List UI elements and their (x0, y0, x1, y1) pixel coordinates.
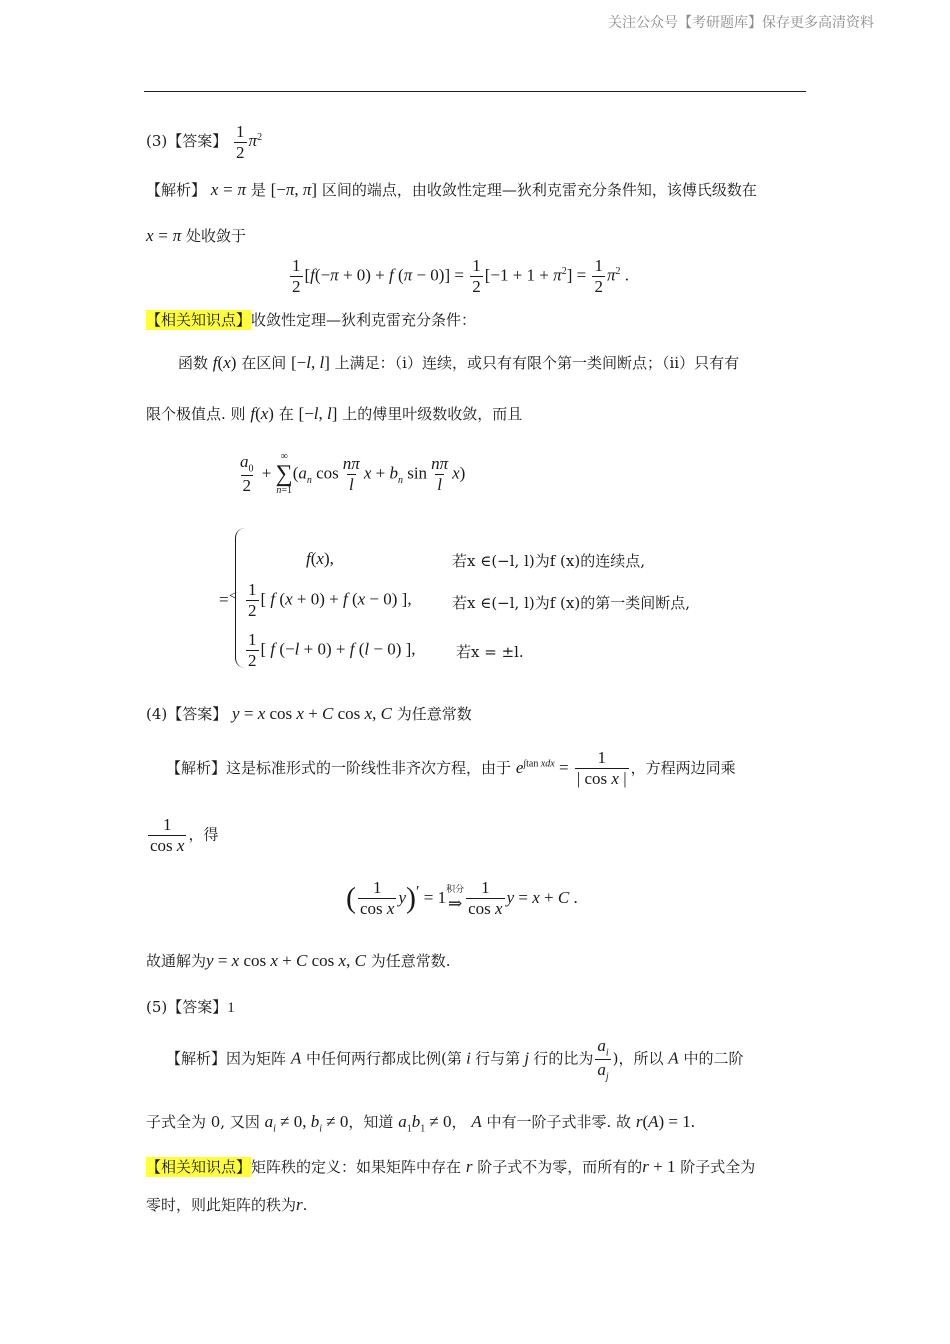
q3-text: 在区间 (241, 354, 287, 372)
q5-answer-tag: 【答案】 (167, 998, 228, 1016)
q3-analysis-line1: 【解析】 x = π 是 [−π, π] 区间的端点，由收敛性定理—狄利克雷充分条件知，该傅氏级数在 (146, 180, 757, 199)
q4-derivation: ( $\frac{1}{\text{cos x}}$ y)′ = 1 积分 ⇒ $\frac{1}{\text{cos x}}$ y = x + C . (346, 878, 578, 918)
q5-knowledge-tag: 【相关知识点】 (146, 1158, 252, 1176)
q5-text: 中任何两行都成比例(第 (305, 1049, 462, 1068)
q3-number: (3) (146, 132, 168, 151)
q5-text: 零时，则此矩阵的秩为 (146, 1196, 297, 1214)
case-2-cond: 若x ∈(−l, l)为f (x)的第一类间断点, (452, 594, 690, 612)
q4-text: 这是标准形式的一阶线性非齐次方程，由于 (226, 759, 512, 778)
q3-knowledge-title: 收敛性定理—狄利克雷充分条件： (251, 311, 477, 329)
q3-condition-line1: 函数 f(x) 在区间 [−l, l] 上满足：（i）连续，或只有有限个第一类间断点；（ii）只有有 (178, 353, 740, 372)
q3-answer-formula: $\frac{1}{2}$ (236, 122, 245, 162)
q3-analysis-line2: x = π 处收敛于 (146, 226, 247, 245)
q3-text: 限个极值点. 则 (146, 405, 246, 423)
q4-text: ，得 (188, 825, 219, 844)
q5-knowledge-line1: 【相关知识点】矩阵秩的定义：如果矩阵中存在 r 阶子式不为零，而所有的r + 1 阶子式全为 (146, 1157, 756, 1176)
q5-text: 中的二阶 (683, 1049, 744, 1068)
q4-text: 为任意常数. (370, 952, 451, 970)
q5-answer-value: 1 (227, 1000, 235, 1016)
equals-sign: = (219, 590, 229, 609)
integral-label: 积分 (446, 884, 465, 895)
q4-answer-tag: 【答案】 (167, 705, 228, 723)
q5-text: 阶子式全为 (680, 1158, 756, 1176)
q5-text: 因为矩阵 (226, 1049, 287, 1068)
q5-text: . (302, 1196, 308, 1214)
q3-condition-line2: 限个极值点. 则 f(x) 在 [−l, l] 上的傅里叶级数收敛，而且 (146, 404, 523, 423)
q3-answer-line: (3)【答案】 $\frac{1}{2}$ $\pi^2$ (146, 122, 263, 162)
q5-text: ， (451, 1113, 467, 1131)
q5-text: 行与第 (475, 1049, 521, 1068)
q5-analysis-line1: 【解析】因为矩阵 A 中任何两行都成比例(第 i 行与第 j 行的比为 $\frac{a_i}{a_j}$ )，所以 A 中的二阶 (166, 1036, 744, 1083)
q3-knowledge-line (146, 309, 476, 330)
q3-formula: $\frac{1}{2}$ [f(−π + 0) + f (π − 0)] = $\frac{1}{2}$ $[-1 + 1 + \pi^2]$ = $\frac{1}{2}$ $\pi^2$ . (292, 256, 629, 296)
q5-text: 中有一阶子式非零. 故 (486, 1113, 632, 1131)
q5-knowledge-line2: 零时，则此矩阵的秩为r. (146, 1195, 308, 1214)
q3-knowledge-tag: 【相关知识点】 (146, 311, 252, 329)
q5-answer-line (146, 996, 235, 1017)
q3-analysis-tag: 【解析】 (146, 181, 207, 199)
q5-text: 行的比为 (533, 1049, 594, 1068)
q5-text: ，知道 (348, 1113, 394, 1131)
q5-analysis-tag: 【解析】 (166, 1049, 227, 1068)
q5-analysis-line2: 子式全为 0, 又因 $a_i \ne 0$, $b_i \ne 0$，知道 $a_1b_1 \ne 0$， A 中有一阶子式非零. 故 r(A) = 1. (146, 1112, 696, 1135)
case-2-expr: $\frac{1}{2}$ [ f (x + 0) + f (x − 0) ], (248, 580, 412, 620)
q4-analysis-line2: $\frac{1}{\text{cos x}}$ ，得 (150, 815, 219, 855)
q5-text: 矩阵秩的定义：如果矩阵中存在 (251, 1158, 462, 1176)
header-rule (144, 91, 806, 92)
case-3-expr: $\frac{1}{2}$ [ f (−l + 0) + f (l − 0) ], (248, 630, 416, 670)
q4-analysis-tag: 【解析】 (166, 759, 227, 778)
q3-text: 是 (250, 181, 266, 199)
q5-text: 阶子式不为零，而所有的 (477, 1158, 643, 1176)
fourier-series-formula: $\frac{a_0}{2}$ + ∞ ∑ n=1 ($a_n$ cos $\frac{n\pi}{l}$ $x + b_n$ sin $\frac{n\pi}{l}$ x) (240, 451, 466, 496)
q3-text: 上满足：（i）连续，或只有有限个第一类间断点；（ii）只有有 (334, 354, 740, 372)
q4-text: ，方程两边同乘 (630, 759, 736, 778)
watermark: 关注公众号【考研题库】保存更多高清资料 (608, 15, 874, 31)
q3-text: 区间的端点，由收敛性定理—狄利克雷充分条件知，该傅氏级数在 (321, 181, 757, 199)
q4-conclusion: 故通解为y = x cos x + C cos x, C 为任意常数. (146, 951, 451, 970)
case-1-cond: 若x ∈(−l, l)为f (x)的连续点, (452, 552, 645, 570)
q4-text: 故通解为 (146, 952, 207, 970)
q3-text: 在 (278, 405, 294, 423)
q3-answer-tag: 【答案】 (167, 132, 228, 151)
q4-number: (4) (146, 705, 168, 723)
case-1-expr: f(x), (306, 549, 334, 568)
q4-answer-line: (4)【答案】 y = x cos x + C cos x, C 为任意常数 (146, 704, 472, 723)
q3-text: 上的傅里叶级数收敛，而且 (342, 405, 523, 423)
q5-text: 子式全为 0, 又因 (146, 1113, 260, 1131)
q3-text: 函数 (178, 354, 209, 372)
q4-analysis-line1: 【解析】这是标准形式的一阶线性非齐次方程，由于 $e^{\int tan xdx}$ = $\frac{1}{\text{| cos x |}}$ ，方程两边同乘 (166, 748, 736, 788)
case-3-cond: 若x = ±l. (456, 643, 524, 661)
q3-text: 处收敛于 (186, 227, 247, 245)
q4-answer-suffix: 为任意常数 (396, 705, 472, 723)
brace-tip: < (229, 589, 237, 604)
q5-text: )，所以 (612, 1049, 664, 1068)
q5-number: (5) (146, 998, 168, 1016)
